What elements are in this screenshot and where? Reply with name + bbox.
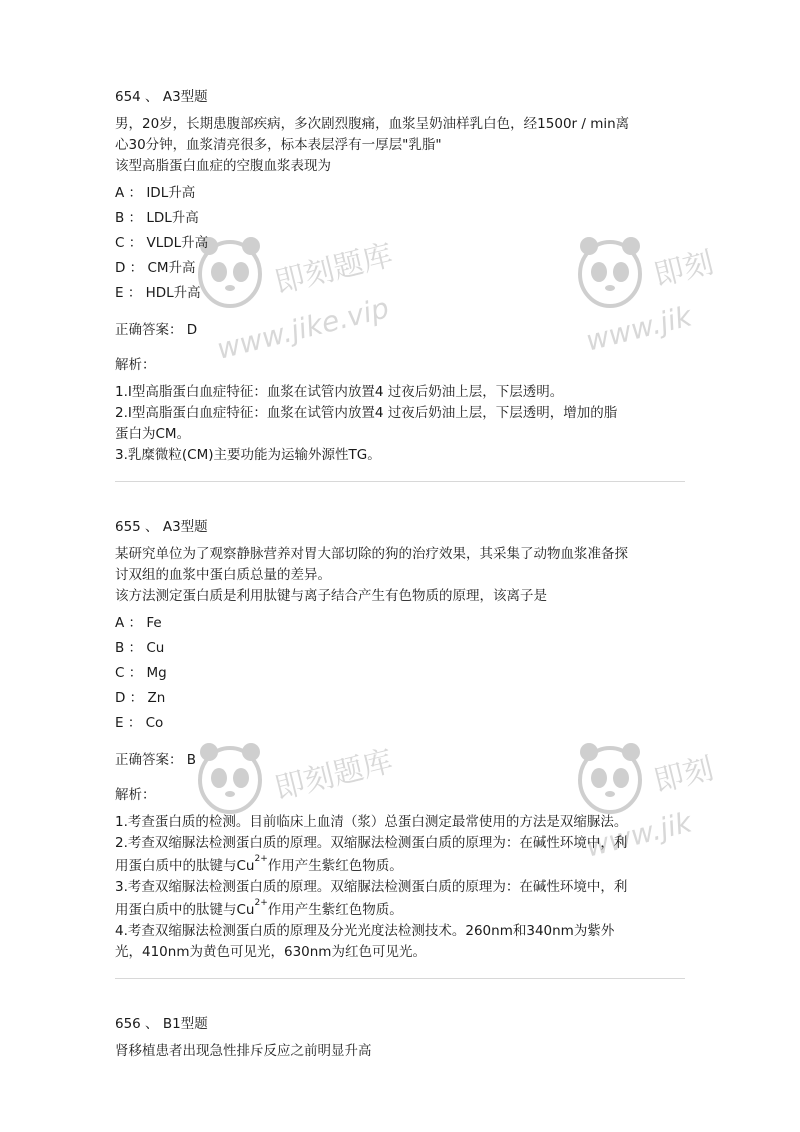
explanation-text: 作用产生紫红色物质。 — [267, 858, 403, 874]
explanation-line: 2.考查双缩脲法检测蛋白质的原理。双缩脲法检测蛋白质的原理为：在碱性环境中，利 — [115, 835, 628, 851]
question-prompt: 该方法测定蛋白质是利用肽键与离子结合产生有色物质的原理，该离子是 — [115, 588, 547, 604]
question-stem-line: 某研究单位为了观察静脉营养对胃大部切除的狗的治疗效果，其采集了动物血浆准备探 — [115, 546, 628, 562]
watermark-brand-partial: 即刻 — [650, 245, 718, 294]
watermark-url: www.jike.vip — [213, 291, 393, 366]
explanation — [115, 382, 685, 466]
option-d: D ： CM升高 — [115, 260, 196, 276]
charge-superscript: 2+ — [254, 898, 268, 908]
question-prompt: 该型高脂蛋白血症的空腹血浆表现为 — [115, 158, 331, 174]
watermark-brand-partial: 即刻 — [650, 751, 718, 800]
explanation-line: 1.I型高脂蛋白血症特征：血浆在试管内放置4 过夜后奶油上层，下层透明。 — [115, 384, 564, 400]
question-stem-line: 心30分钟，血浆清亮很多，标本表层浮有一厚层"乳脂" — [115, 137, 442, 153]
option-a: A ： IDL升高 — [115, 185, 196, 201]
question-header: 654 、 A3型题 — [115, 89, 208, 105]
option-b: B ： LDL升高 — [115, 210, 199, 226]
explanation-text: 用蛋白质中的肽键与Cu — [115, 858, 255, 874]
question-header: 655 、 A3型题 — [115, 519, 208, 535]
option-e: E ： Co — [115, 715, 164, 731]
explanation-text: 用蛋白质中的肽键与Cu — [115, 902, 255, 918]
option-e: E ： HDL升高 — [115, 285, 201, 301]
question-stem-line: 男，20岁，长期患腹部疾病，多次剧烈腹痛，血浆呈奶油样乳白色，经1500r / min离 — [115, 116, 630, 132]
watermark-brand: 即刻题库 — [271, 743, 397, 807]
watermark-brand: 即刻题库 — [271, 237, 397, 301]
correct-answer: 正确答案： D — [115, 322, 198, 338]
question-header: 656 、 B1型题 — [115, 1016, 208, 1032]
question-655 — [115, 517, 685, 963]
explanation-title: 解析： — [115, 787, 156, 803]
question-stem-line: 讨双组的血浆中蛋白质总量的差异。 — [115, 567, 331, 583]
explanation-line: 蛋白为CM。 — [115, 426, 191, 442]
explanation-line: 2.I型高脂蛋白血症特征：血浆在试管内放置4 过夜后奶油上层，下层透明，增加的脂 — [115, 405, 618, 421]
option-d: D ： Zn — [115, 690, 166, 706]
question-656 — [115, 1014, 685, 1062]
explanation-title: 解析： — [115, 357, 156, 373]
explanation-line: 3.乳糜微粒(CM)主要功能为运输外源性TG。 — [115, 447, 381, 463]
explanation-text: 作用产生紫红色物质。 — [267, 902, 403, 918]
explanation-line: 3.考查双缩脲法检测蛋白质的原理。双缩脲法检测蛋白质的原理为：在碱性环境中，利 — [115, 879, 628, 895]
watermark-url-partial: www.jik — [582, 805, 695, 864]
explanation-line — [115, 900, 685, 921]
question-stem-line: 肾移植患者出现急性排斥反应之前明显升高 — [115, 1043, 372, 1059]
watermark-url-partial: www.jik — [582, 299, 695, 358]
divider — [115, 481, 685, 482]
option-b: B ： Cu — [115, 640, 165, 656]
charge-superscript: 2+ — [254, 854, 268, 864]
explanation-line: 光，410nm为黄色可见光，630nm为红色可见光。 — [115, 944, 426, 960]
divider — [115, 978, 685, 979]
option-a: A ： Fe — [115, 615, 162, 631]
correct-answer: 正确答案： B — [115, 752, 197, 768]
explanation — [115, 812, 685, 963]
option-c: C ： Mg — [115, 665, 167, 681]
explanation-line: 1.考查蛋白质的检测。目前临床上血清（浆）总蛋白测定最常使用的方法是双缩脲法。 — [115, 814, 628, 830]
explanation-line: 4.考查双缩脲法检测蛋白质的原理及分光光度法检测技术。260nm和340nm为紫外 — [115, 923, 615, 939]
question-654 — [115, 87, 685, 466]
option-c: C ： VLDL升高 — [115, 235, 209, 251]
explanation-line — [115, 856, 685, 877]
